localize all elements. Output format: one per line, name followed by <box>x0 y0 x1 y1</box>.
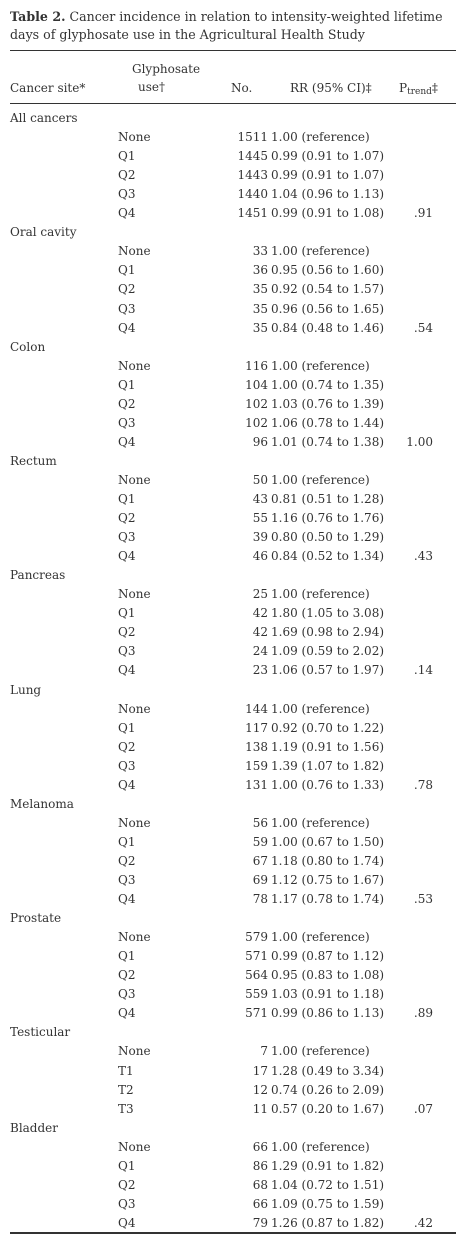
rr-ci-cell: 0.99 (0.87 to 1.12) <box>271 949 385 964</box>
glyphosate-use-cell: None <box>118 587 151 602</box>
group-heading-row <box>0 225 464 244</box>
glyphosate-use-cell: Q4 <box>118 1006 136 1021</box>
glyphosate-use-cell: Q2 <box>118 968 136 983</box>
count-cell: 11 <box>252 1101 268 1116</box>
table-row <box>0 1159 464 1178</box>
glyphosate-use-cell: Q1 <box>118 834 136 849</box>
rr-ci-cell: 1.00 (reference) <box>271 701 370 716</box>
count-cell: 559 <box>245 987 268 1002</box>
count-cell: 35 <box>252 282 268 297</box>
count-cell: 1440 <box>237 187 268 202</box>
table-title: Cancer incidence in relation to intensity-weighted lifetime days of glyphosate use in the Agricultural Health Study <box>10 9 443 42</box>
glyphosate-use-cell: Q4 <box>118 892 136 907</box>
table-row <box>0 378 464 397</box>
rr-ci-cell: 1.01 (0.74 to 1.38) <box>271 434 385 449</box>
table-row <box>0 149 464 168</box>
count-cell: 571 <box>245 949 268 964</box>
rr-ci-cell: 0.84 (0.52 to 1.34) <box>271 549 385 564</box>
group-heading-row <box>0 454 464 473</box>
rr-ci-cell: 1.09 (0.75 to 1.59) <box>271 1196 385 1211</box>
count-cell: 33 <box>252 244 268 259</box>
count-cell: 59 <box>252 834 268 849</box>
rr-ci-cell: 1.39 (1.07 to 1.82) <box>271 758 385 773</box>
glyphosate-use-cell: T3 <box>118 1101 134 1116</box>
table-row <box>0 625 464 644</box>
header-ptrend-p: P <box>399 81 408 95</box>
count-cell: 35 <box>252 301 268 316</box>
group-heading-row <box>0 568 464 587</box>
rr-ci-cell: 1.00 (0.74 to 1.35) <box>271 377 385 392</box>
rr-ci-cell: 1.18 (0.80 to 1.74) <box>271 853 385 868</box>
ptrend-cell: .53 <box>413 892 433 907</box>
rr-ci-cell: 1.00 (0.76 to 1.33) <box>271 777 385 792</box>
table-row <box>0 1044 464 1063</box>
table-row <box>0 759 464 778</box>
header-ptrend-mark: ‡ <box>431 81 438 95</box>
header-rr: RR (95% CI)‡ <box>290 81 372 95</box>
table-row <box>0 244 464 263</box>
rr-ci-cell: 1.69 (0.98 to 2.94) <box>271 625 385 640</box>
rr-ci-cell: 0.57 (0.20 to 1.67) <box>271 1101 385 1116</box>
count-cell: 68 <box>252 1177 268 1192</box>
group-heading-row <box>0 911 464 930</box>
rr-ci-cell: 1.00 (reference) <box>271 244 370 259</box>
table-row <box>0 644 464 663</box>
table-row <box>0 1197 464 1216</box>
count-cell: 66 <box>252 1196 268 1211</box>
rr-ci-cell: 1.80 (1.05 to 3.08) <box>271 606 385 621</box>
table-row <box>0 1178 464 1197</box>
ptrend-cell: .91 <box>413 206 433 221</box>
rr-ci-cell: 1.26 (0.87 to 1.82) <box>271 1215 385 1230</box>
rr-ci-cell: 0.74 (0.26 to 2.09) <box>271 1082 385 1097</box>
rr-ci-cell: 1.00 (reference) <box>271 130 370 145</box>
ptrend-cell: .78 <box>413 777 433 792</box>
header-ptrend-sub: trend <box>407 87 432 97</box>
count-cell: 86 <box>252 1158 268 1173</box>
count-cell: 42 <box>252 606 268 621</box>
count-cell: 46 <box>252 549 268 564</box>
table-row <box>0 263 464 282</box>
cancer-site-label: Testicular <box>10 1025 71 1040</box>
rr-ci-cell: 1.17 (0.78 to 1.74) <box>271 892 385 907</box>
count-cell: 79 <box>252 1215 268 1230</box>
table-row <box>0 130 464 149</box>
table-caption <box>10 8 458 44</box>
count-cell: 579 <box>245 930 268 945</box>
table-row <box>0 778 464 797</box>
header-use-line2: use† <box>138 80 165 94</box>
ptrend-cell: .43 <box>413 549 433 564</box>
glyphosate-use-cell: Q3 <box>118 873 136 887</box>
glyphosate-use-cell: Q4 <box>118 320 136 335</box>
rr-ci-cell: 0.99 (0.91 to 1.08) <box>271 206 385 221</box>
rr-ci-cell: 1.29 (0.91 to 1.82) <box>271 1158 385 1173</box>
count-cell: 1443 <box>237 168 268 183</box>
header-use-line1: Glyphosate <box>132 62 201 76</box>
table-row <box>0 930 464 949</box>
ptrend-cell: .42 <box>413 1215 433 1230</box>
cancer-site-label: Rectum <box>10 453 57 468</box>
table-row <box>0 187 464 206</box>
glyphosate-use-cell: Q3 <box>118 415 136 430</box>
count-cell: 1451 <box>237 206 268 221</box>
cancer-site-label: Lung <box>10 682 42 697</box>
group-heading-row <box>0 340 464 359</box>
table-row <box>0 873 464 892</box>
table-row <box>0 740 464 759</box>
count-cell: 23 <box>252 663 268 678</box>
header-ptrend <box>399 80 438 100</box>
rr-ci-cell: 0.80 (0.50 to 1.29) <box>271 530 385 545</box>
table-row <box>0 473 464 492</box>
count-cell: 102 <box>245 396 268 411</box>
table-row <box>0 397 464 416</box>
header-no: No. <box>231 81 253 95</box>
count-cell: 117 <box>245 720 268 735</box>
count-cell: 116 <box>245 358 268 373</box>
table-row <box>0 854 464 873</box>
glyphosate-use-cell: Q1 <box>118 720 136 735</box>
bottom-rule <box>10 1232 456 1234</box>
glyphosate-use-cell: None <box>118 472 151 487</box>
rr-ci-cell: 0.99 (0.86 to 1.13) <box>271 1006 385 1021</box>
table-row <box>0 816 464 835</box>
table-row <box>0 892 464 911</box>
rr-ci-cell: 1.00 (reference) <box>271 358 370 373</box>
top-rule <box>10 50 456 51</box>
glyphosate-use-cell: Q4 <box>118 549 136 564</box>
table-row <box>0 606 464 625</box>
glyphosate-use-cell: Q2 <box>118 168 136 183</box>
rr-ci-cell: 0.95 (0.83 to 1.08) <box>271 968 385 983</box>
count-cell: 131 <box>245 777 268 792</box>
count-cell: 24 <box>252 644 268 659</box>
glyphosate-use-cell: None <box>118 130 151 145</box>
table-row <box>0 206 464 225</box>
glyphosate-use-cell: None <box>118 701 151 716</box>
cancer-site-label: Melanoma <box>10 796 74 811</box>
ptrend-cell: .07 <box>413 1101 433 1116</box>
rr-ci-cell: 1.19 (0.91 to 1.56) <box>271 739 385 754</box>
rr-ci-cell: 1.28 (0.49 to 3.34) <box>271 1063 385 1078</box>
glyphosate-use-cell: Q2 <box>118 396 136 411</box>
rr-ci-cell: 1.00 (reference) <box>271 815 370 830</box>
cancer-site-label: Oral cavity <box>10 225 77 240</box>
table-row <box>0 587 464 606</box>
table-row <box>0 416 464 435</box>
glyphosate-use-cell: Q2 <box>118 739 136 754</box>
group-heading-row <box>0 1025 464 1044</box>
glyphosate-use-cell: Q3 <box>118 644 136 659</box>
cancer-site-label: Pancreas <box>10 568 66 583</box>
table-row <box>0 282 464 301</box>
table-row <box>0 702 464 721</box>
count-cell: 102 <box>245 415 268 430</box>
rr-ci-cell: 1.04 (0.96 to 1.13) <box>271 187 385 202</box>
glyphosate-use-cell: None <box>118 930 151 945</box>
table-row <box>0 1064 464 1083</box>
table-row <box>0 1083 464 1102</box>
count-cell: 96 <box>252 434 268 449</box>
table-row <box>0 1102 464 1121</box>
table-row <box>0 1140 464 1159</box>
count-cell: 56 <box>252 815 268 830</box>
glyphosate-use-cell: Q1 <box>118 263 136 278</box>
count-cell: 55 <box>252 511 268 526</box>
glyphosate-use-cell: Q4 <box>118 663 136 678</box>
count-cell: 564 <box>245 968 268 983</box>
table-row <box>0 321 464 340</box>
rr-ci-cell: 1.03 (0.76 to 1.39) <box>271 396 385 411</box>
glyphosate-use-cell: Q3 <box>118 987 136 1002</box>
group-heading-row <box>0 111 464 130</box>
glyphosate-use-cell: Q1 <box>118 377 136 392</box>
glyphosate-use-cell: Q4 <box>118 777 136 792</box>
rr-ci-cell: 1.00 (reference) <box>271 472 370 487</box>
table-row <box>0 721 464 740</box>
count-cell: 1445 <box>237 149 268 164</box>
rr-ci-cell: 1.06 (0.78 to 1.44) <box>271 415 385 430</box>
glyphosate-use-cell: Q3 <box>118 301 136 316</box>
table-row <box>0 968 464 987</box>
rr-ci-cell: 1.12 (0.75 to 1.67) <box>271 873 385 887</box>
header-rule <box>10 103 456 104</box>
rr-ci-cell: 1.16 (0.76 to 1.76) <box>271 511 385 526</box>
glyphosate-use-cell: None <box>118 244 151 259</box>
table-row <box>0 663 464 682</box>
glyphosate-use-cell: Q3 <box>118 187 136 202</box>
table-row <box>0 835 464 854</box>
rr-ci-cell: 1.00 (reference) <box>271 1044 370 1059</box>
table-row <box>0 1006 464 1025</box>
table-row <box>0 435 464 454</box>
count-cell: 66 <box>252 1139 268 1154</box>
rr-ci-cell: 1.00 (reference) <box>271 1139 370 1154</box>
count-cell: 42 <box>252 625 268 640</box>
group-heading-row <box>0 683 464 702</box>
count-cell: 1511 <box>237 130 268 145</box>
glyphosate-use-cell: Q3 <box>118 758 136 773</box>
rr-ci-cell: 0.81 (0.51 to 1.28) <box>271 492 385 506</box>
glyphosate-use-cell: Q2 <box>118 853 136 868</box>
rr-ci-cell: 1.04 (0.72 to 1.51) <box>271 1177 385 1192</box>
table-row <box>0 549 464 568</box>
rr-ci-cell: 1.00 (0.67 to 1.50) <box>271 834 385 849</box>
glyphosate-use-cell: Q4 <box>118 1215 136 1230</box>
count-cell: 571 <box>245 1006 268 1021</box>
glyphosate-use-cell: None <box>118 358 151 373</box>
count-cell: 39 <box>252 530 268 545</box>
rr-ci-cell: 0.96 (0.56 to 1.65) <box>271 301 385 316</box>
table-row <box>0 987 464 1006</box>
count-cell: 7 <box>260 1044 268 1059</box>
glyphosate-use-cell: Q3 <box>118 530 136 545</box>
rr-ci-cell: 1.00 (reference) <box>271 930 370 945</box>
cancer-site-label: Prostate <box>10 911 62 926</box>
rr-ci-cell: 0.84 (0.48 to 1.46) <box>271 320 385 335</box>
ptrend-cell: .89 <box>413 1006 433 1021</box>
rr-ci-cell: 0.95 (0.56 to 1.60) <box>271 263 385 278</box>
glyphosate-use-cell: Q3 <box>118 1196 136 1211</box>
table-row <box>0 168 464 187</box>
glyphosate-use-cell: T2 <box>118 1082 134 1097</box>
glyphosate-use-cell: Q1 <box>118 1158 136 1173</box>
table-row <box>0 511 464 530</box>
glyphosate-use-cell: Q1 <box>118 949 136 964</box>
header-cancer-site: Cancer site* <box>10 81 86 95</box>
glyphosate-use-cell: Q4 <box>118 434 136 449</box>
count-cell: 25 <box>252 587 268 602</box>
count-cell: 138 <box>245 739 268 754</box>
cancer-site-label: Bladder <box>10 1120 59 1135</box>
count-cell: 17 <box>252 1063 268 1078</box>
table-row <box>0 302 464 321</box>
rr-ci-cell: 1.00 (reference) <box>271 587 370 602</box>
count-cell: 69 <box>252 873 268 887</box>
glyphosate-use-cell: None <box>118 1139 151 1154</box>
ptrend-cell: .54 <box>413 320 433 335</box>
table-row <box>0 492 464 511</box>
rr-ci-cell: 0.92 (0.70 to 1.22) <box>271 720 385 735</box>
group-heading-row <box>0 1121 464 1140</box>
count-cell: 36 <box>252 263 268 278</box>
ptrend-cell: .14 <box>413 663 433 678</box>
count-cell: 104 <box>245 377 268 392</box>
rr-ci-cell: 1.09 (0.59 to 2.02) <box>271 644 385 659</box>
count-cell: 43 <box>252 492 268 506</box>
table-label: Table 2. <box>10 9 66 24</box>
count-cell: 50 <box>252 472 268 487</box>
count-cell: 144 <box>245 701 268 716</box>
count-cell: 159 <box>245 758 268 773</box>
count-cell: 78 <box>252 892 268 907</box>
rr-ci-cell: 0.92 (0.54 to 1.57) <box>271 282 385 297</box>
rr-ci-cell: 0.99 (0.91 to 1.07) <box>271 168 385 183</box>
glyphosate-use-cell: Q2 <box>118 1177 136 1192</box>
glyphosate-use-cell: Q1 <box>118 606 136 621</box>
rr-ci-cell: 1.06 (0.57 to 1.97) <box>271 663 385 678</box>
glyphosate-use-cell: Q4 <box>118 206 136 221</box>
glyphosate-use-cell: T1 <box>118 1063 134 1078</box>
glyphosate-use-cell: Q2 <box>118 625 136 640</box>
glyphosate-use-cell: Q1 <box>118 492 136 506</box>
glyphosate-use-cell: Q2 <box>118 511 136 526</box>
count-cell: 12 <box>252 1082 268 1097</box>
glyphosate-use-cell: Q2 <box>118 282 136 297</box>
group-heading-row <box>0 797 464 816</box>
glyphosate-use-cell: Q1 <box>118 149 136 164</box>
glyphosate-use-cell: None <box>118 1044 151 1059</box>
rr-ci-cell: 0.99 (0.91 to 1.07) <box>271 149 385 164</box>
ptrend-cell: 1.00 <box>406 434 433 449</box>
count-cell: 35 <box>252 320 268 335</box>
table-row <box>0 949 464 968</box>
table-row <box>0 359 464 378</box>
table-row <box>0 530 464 549</box>
rr-ci-cell: 1.03 (0.91 to 1.18) <box>271 987 385 1002</box>
glyphosate-use-cell: None <box>118 815 151 830</box>
count-cell: 67 <box>252 853 268 868</box>
cancer-site-label: Colon <box>10 339 46 354</box>
cancer-site-label: All cancers <box>10 111 78 125</box>
